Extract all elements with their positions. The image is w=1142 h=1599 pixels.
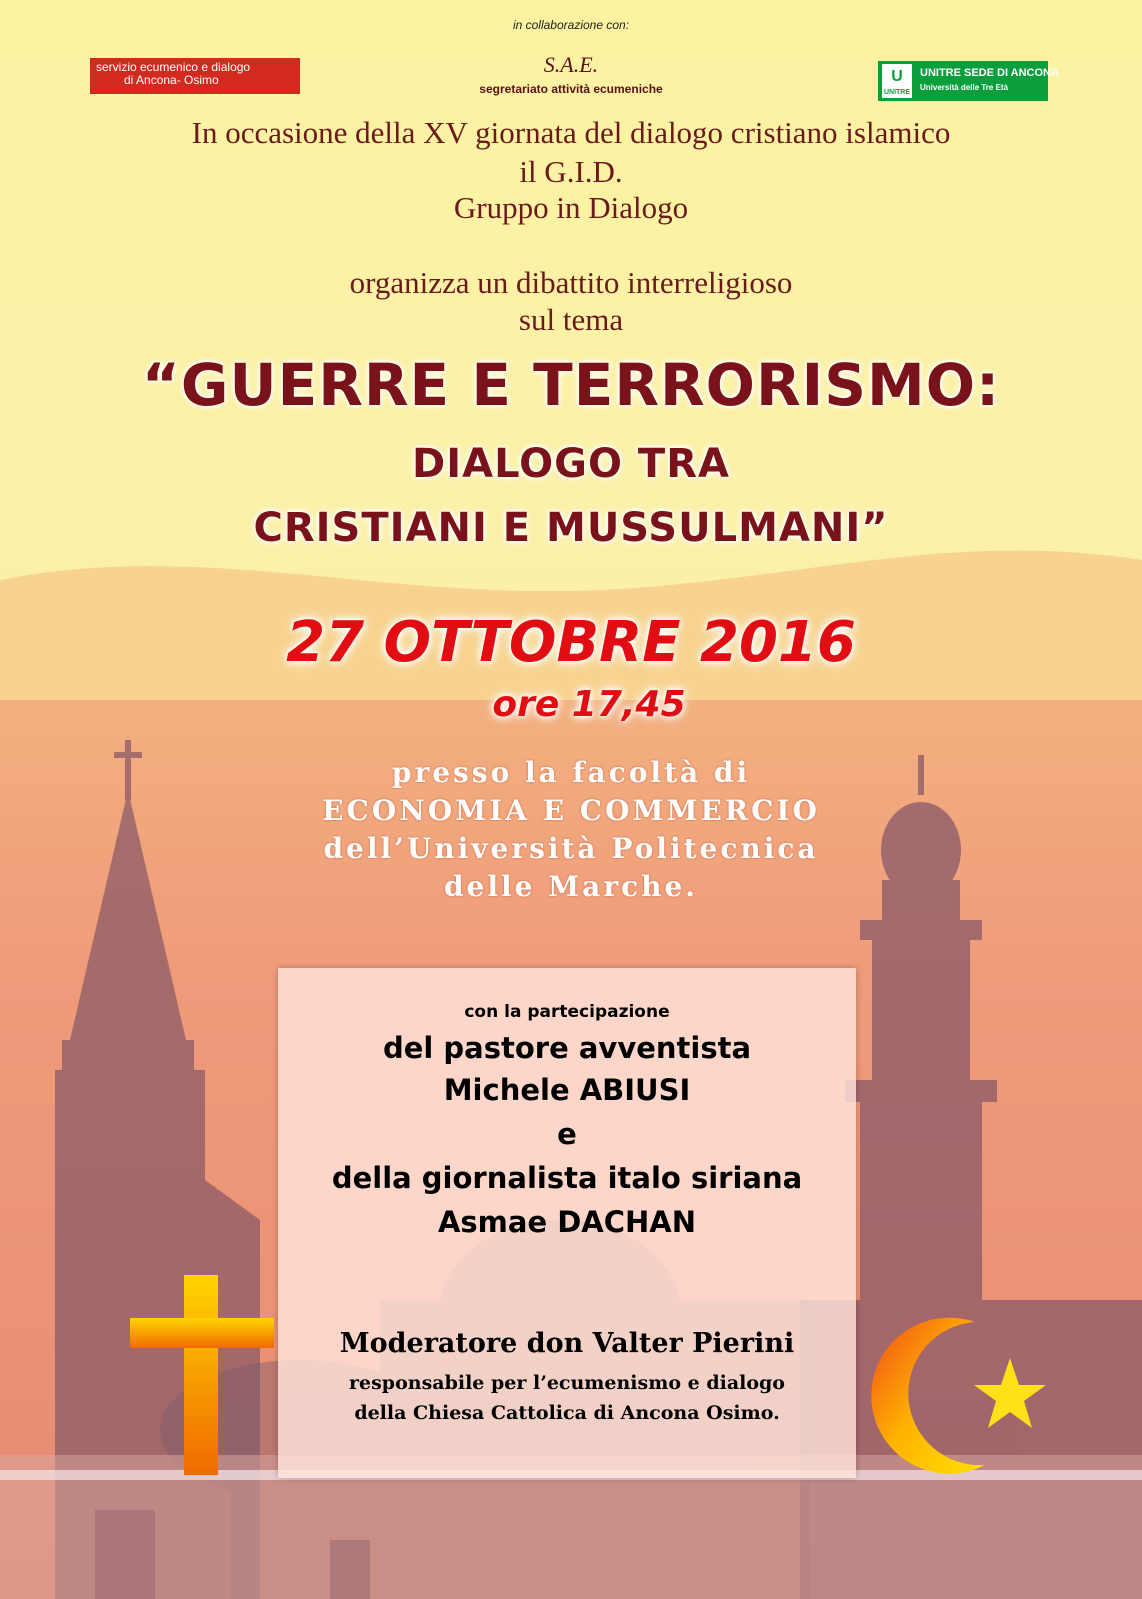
title-line-2: DIALOGO TRA bbox=[412, 441, 730, 487]
unitre-logo bbox=[878, 61, 1059, 101]
speaker-2-name: Asmae DACHAN bbox=[437, 1205, 697, 1239]
moderator-role-2: della Chiesa Cattolica di Ancona Osimo. bbox=[354, 1402, 780, 1424]
collaboration-label: in collaborazione con: bbox=[512, 18, 630, 32]
unitre-logo-line1: UNITRE SEDE DI ANCONA bbox=[920, 67, 1059, 79]
speaker-1-name: Michele ABIUSI bbox=[443, 1073, 691, 1107]
intro-line-2: il G.I.D. bbox=[519, 154, 623, 189]
venue-line-2: ECONOMIA E COMMERCIO bbox=[322, 794, 820, 827]
title-line-3: CRISTIANI E MUSSULMANI” bbox=[253, 505, 889, 551]
speaker-1-role: del pastore avventista bbox=[382, 1031, 752, 1065]
sed-logo-line1: servizio ecumenico e dialogo bbox=[96, 60, 251, 74]
sae-logo-title: S.A.E. bbox=[543, 52, 599, 77]
unitre-mark-icon: U UNITRE bbox=[882, 64, 912, 98]
event-time: ore 17,45 bbox=[492, 684, 686, 725]
moderator-role-1: responsabile per l’ecumenismo e dialogo bbox=[349, 1372, 785, 1394]
title-line-1: “GUERRE E TERRORISMO: bbox=[141, 351, 1001, 419]
speakers-panel bbox=[278, 968, 856, 1478]
intro-line-1: In occasione della XV giornata del dialogo cristiano islamico bbox=[191, 115, 951, 150]
intro-line-4: organizza un dibattito interreligioso bbox=[349, 265, 793, 300]
venue-line-3: dell’Università Politecnica bbox=[323, 832, 819, 865]
sed-logo-line2: di Ancona- Osimo bbox=[124, 73, 219, 87]
moderator-name: Moderatore don Valter Pierini bbox=[339, 1328, 795, 1359]
intro-line-5: sul tema bbox=[518, 302, 624, 337]
intro-line-3: Gruppo in Dialogo bbox=[453, 190, 689, 225]
sae-logo-subtitle: segretariato attività ecumeniche bbox=[479, 82, 663, 96]
speaker-2-role: della giornalista italo siriana bbox=[331, 1161, 803, 1195]
speakers-and: e bbox=[557, 1117, 577, 1151]
venue-line-4: delle Marche. bbox=[443, 870, 699, 903]
speakers-intro: con la partecipazione bbox=[464, 1002, 670, 1022]
venue-line-1: presso la facoltà di bbox=[391, 756, 751, 789]
event-date: 27 OTTOBRE 2016 bbox=[286, 610, 856, 675]
unitre-logo-line2: Università delle Tre Età bbox=[920, 83, 1009, 92]
